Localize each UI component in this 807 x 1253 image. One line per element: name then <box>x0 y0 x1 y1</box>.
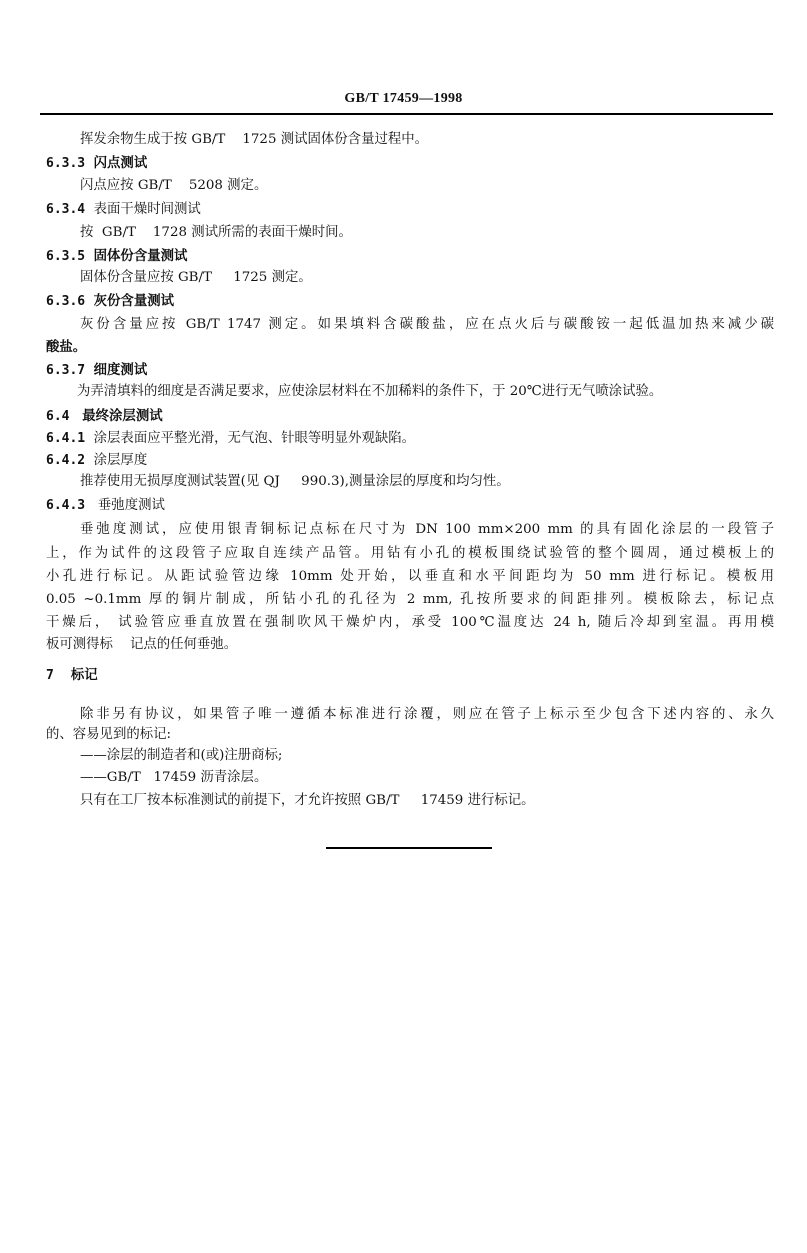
section-title: 最终涂层测试 <box>82 408 163 424</box>
body-line: 酸盐。 <box>46 339 87 355</box>
section-number: 6.4.1 <box>46 431 86 446</box>
section-title: 灰份含量测试 <box>93 293 174 309</box>
paragraph-line: 板可测得标 记点的任何垂弛。 <box>46 637 238 652</box>
body-line: 灰份含量应按 GB/T 1747 测定。如果填料含碳酸盐，应在点火后与碳酸铵一起低温加热来减少碳 <box>80 317 774 332</box>
section-number: 6.3.5 <box>46 249 86 264</box>
list-item: ——GB/T 17459 沥青涂层。 <box>80 770 268 785</box>
section-title: 固体份含量测试 <box>93 248 188 264</box>
body-line: 为弄清填料的细度是否满足要求，应使涂层材料在不加稀料的条件下，于 20℃进行无气喷涂试验。 <box>77 384 663 399</box>
section-title: 标记 <box>70 667 98 683</box>
header-rule <box>40 113 773 115</box>
paragraph-line: 干燥后， 试验管应垂直放置在强制吹风干燥炉内，承受 100℃温度达 24 h, 随后冷却到室温。再用模 <box>46 615 774 630</box>
section-title: 闪点测试 <box>93 155 148 171</box>
section-title: 涂层厚度 <box>93 453 148 468</box>
section-6-4-1 <box>46 430 415 448</box>
section-6-3-7-heading <box>46 361 147 380</box>
body-line: 推荐使用无损厚度测试装置(见 QJ 990.3),测量涂层的厚度和均匀性。 <box>80 474 510 489</box>
section-number: 6.4.3 <box>46 498 86 513</box>
list-item: ——涂层的制造者和(或)注册商标; <box>80 748 283 763</box>
section-6-3-3-heading <box>46 154 147 173</box>
section-number: 6.3.3 <box>46 156 86 171</box>
paragraph-line: 小孔进行标记。从距试验管边缘 10mm 处开始，以垂直和水平间距均为 50 mm 进行标记。模板用 <box>46 569 774 584</box>
paragraph-line: 只有在工厂按本标准测试的前提下，才允许按照 GB/T 17459 进行标记。 <box>80 793 535 808</box>
section-6-3-4-heading <box>46 201 201 219</box>
section-6-3-6-heading <box>46 292 174 311</box>
body-line: 闪点应按 GB/T 5208 测定。 <box>80 178 268 193</box>
body-line: 固体份含量应按 GB/T 1725 测定。 <box>80 270 312 285</box>
section-6-3-5-heading <box>46 247 187 266</box>
section-number: 7 <box>46 668 54 683</box>
body-line: 挥发余物生成于按 GB/T 1725 测试固体份含量过程中。 <box>80 132 429 147</box>
end-of-document-rule <box>326 847 492 849</box>
body-line: 按 GB/T 1728 测试所需的表面干燥时间。 <box>80 225 352 240</box>
paragraph-line: 垂弛度测试，应使用银青铜标记点标在尺寸为 DN 100 mm×200 mm 的具有固化涂层的一段管子 <box>80 522 774 537</box>
document-header: GB/T 17459—1998 <box>344 91 463 106</box>
paragraph-line: 的、容易见到的标记: <box>46 727 172 742</box>
section-6-4-3-heading <box>46 497 165 515</box>
section-text: 涂层表面应平整光滑，无气泡、针眼等明显外观缺陷。 <box>93 431 416 446</box>
paragraph-line: 0.05 ~0.1mm 厚的铜片制成，所钻小孔的孔径为 2 mm, 孔按所要求的间距排列。模板除去，标记点 <box>46 592 774 607</box>
paragraph-line: 除非另有协议，如果管子唯一遵循本标准进行涂覆，则应在管子上标示至少包含下述内容的、永久 <box>80 707 774 722</box>
section-6-4-2-heading <box>46 452 147 470</box>
section-number: 6.3.4 <box>46 202 86 217</box>
section-number: 6.3.7 <box>46 363 86 378</box>
paragraph-line: 上，作为试件的这段管子应取自连续产品管。用钻有小孔的模板围绕试验管的整个圆周，通过模板上的 <box>46 546 774 561</box>
section-6-4-heading <box>46 407 163 426</box>
section-7-heading <box>46 666 98 685</box>
section-title: 垂弛度测试 <box>97 498 165 513</box>
section-title: 细度测试 <box>93 362 148 378</box>
section-number: 6.4 <box>46 409 70 424</box>
section-number: 6.3.6 <box>46 294 86 309</box>
section-title: 表面干燥时间测试 <box>93 202 201 217</box>
section-number: 6.4.2 <box>46 453 86 468</box>
